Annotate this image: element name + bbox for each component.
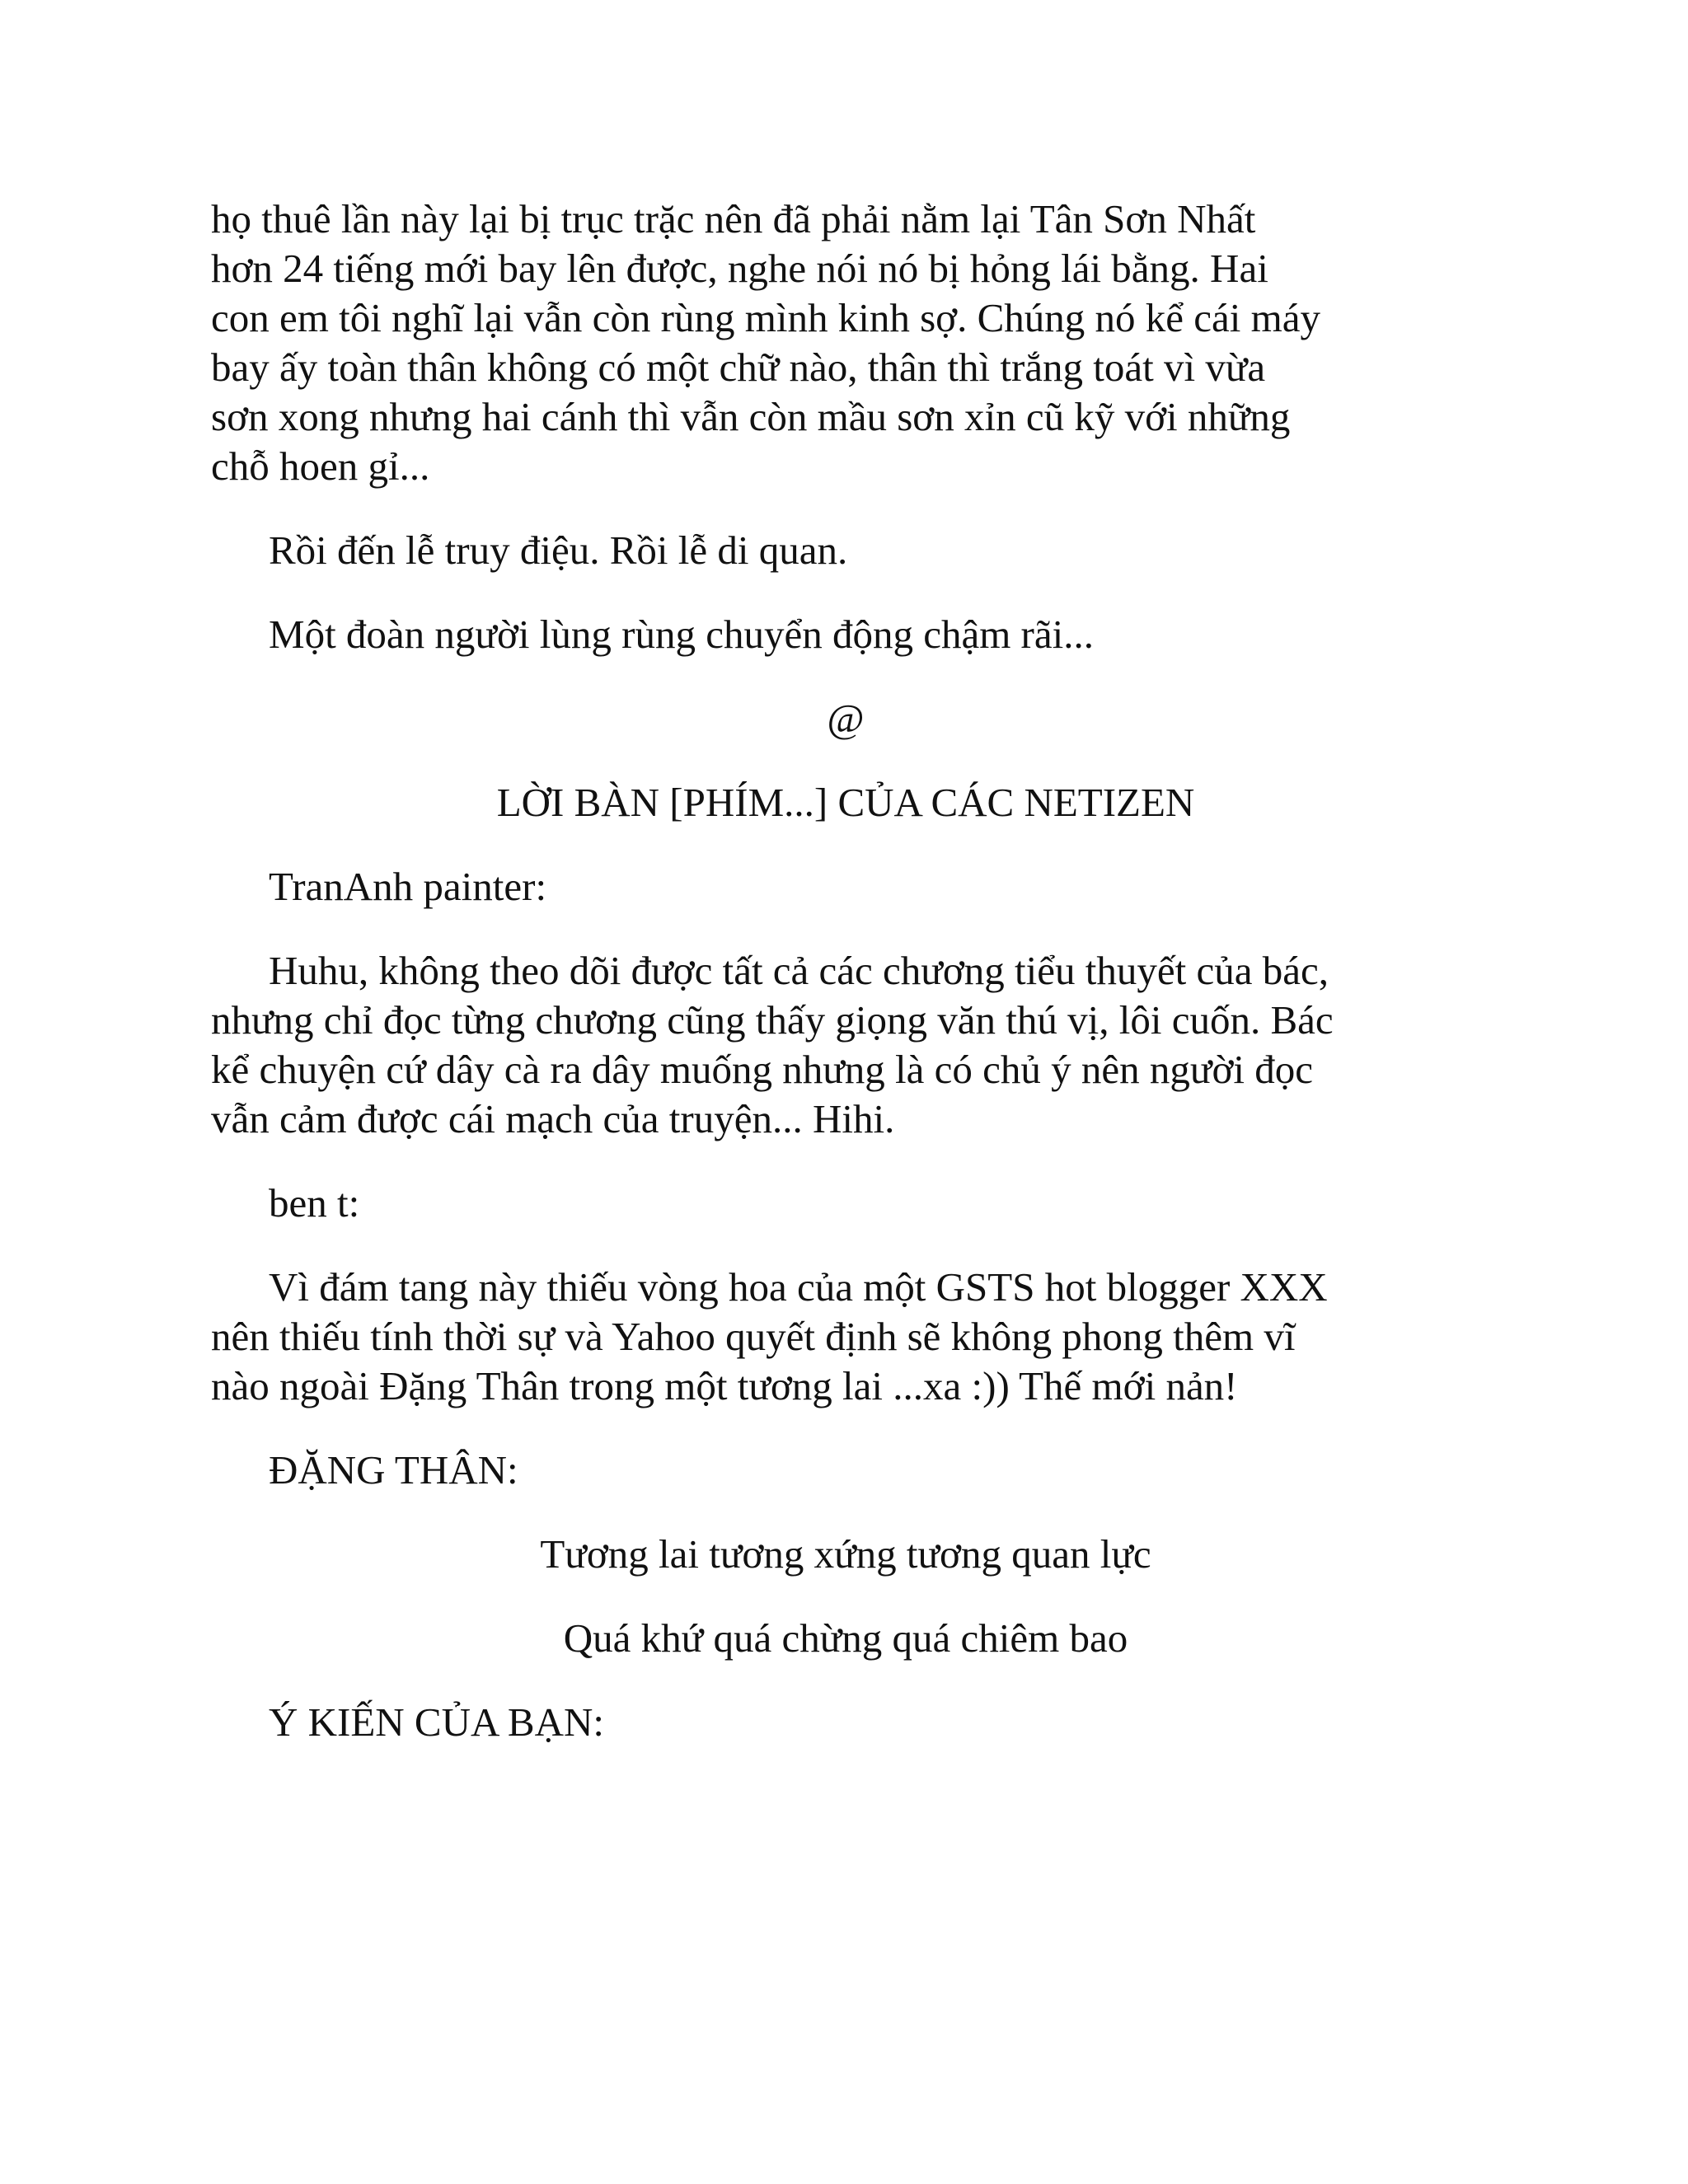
text-line: Huhu, không theo dõi được tất cả các chương tiểu thuyết của bác, [269,948,1329,993]
continuation-paragraph [211,194,1480,491]
section-heading: LỜI BÀN [PHÍM...] CỦA CÁC NETIZEN [496,780,1195,825]
text-line: Vì đám tang này thiếu vòng hoa của một GSTS hot blogger XXX [269,1264,1328,1310]
text-line: nên thiếu tính thời sự và Yahoo quyết định sẽ không phong thêm vĩ [211,1314,1296,1359]
text-line: vẫn cảm được cái mạch của truyện... Hihi. [211,1096,895,1141]
poem-line: Quá khứ quá chừng quá chiêm bao [563,1615,1128,1661]
text-line: bay ấy toàn thân không có một chữ nào, thân thì trắng toát vì vừa [211,344,1266,390]
reader-prompt: Ý KIẾN CỦA BẠN: [269,1699,604,1745]
document-text [211,194,1480,1747]
comment-body [211,946,1480,1144]
comment-author: ben t: [269,1180,360,1226]
poem-line: Tương lai tương xứng tương quan lực [540,1531,1151,1577]
text-line: con em tôi nghĩ lại vẫn còn rùng mình kinh sợ. Chúng nó kể cái máy [211,295,1320,340]
text-line: kể chuyện cứ dây cà ra dây muống nhưng là có chủ ý nên người đọc [211,1047,1313,1092]
comment-author: TranAnh painter: [269,864,547,909]
text-line: chỗ hoen gỉ... [211,443,430,489]
text-line: nào ngoài Đặng Thân trong một tương lai ...xa :)) Thế mới nản! [211,1363,1238,1408]
text-line: hơn 24 tiếng mới bay lên được, nghe nói nó bị hỏng lái bằng. Hai [211,246,1268,291]
comment-body [211,1263,1480,1411]
text-line: sơn xong nhưng hai cánh thì vẫn còn mầu sơn xỉn cũ kỹ với những [211,394,1291,439]
author-reply-label: ĐẶNG THÂN: [269,1447,518,1493]
text-line: họ thuê lần này lại bị trục trặc nên đã phải nằm lại Tân Sơn Nhất [211,196,1256,241]
procession-paragraph: Một đoàn người lùng rùng chuyển động chậm rãi... [269,612,1094,657]
memorial-paragraph: Rồi đến lễ truy điệu. Rồi lễ di quan. [269,527,848,573]
section-separator: @ [827,696,865,741]
text-line: nhưng chỉ đọc từng chương cũng thấy giọng văn thú vị, lôi cuốn. Bác [211,997,1334,1043]
